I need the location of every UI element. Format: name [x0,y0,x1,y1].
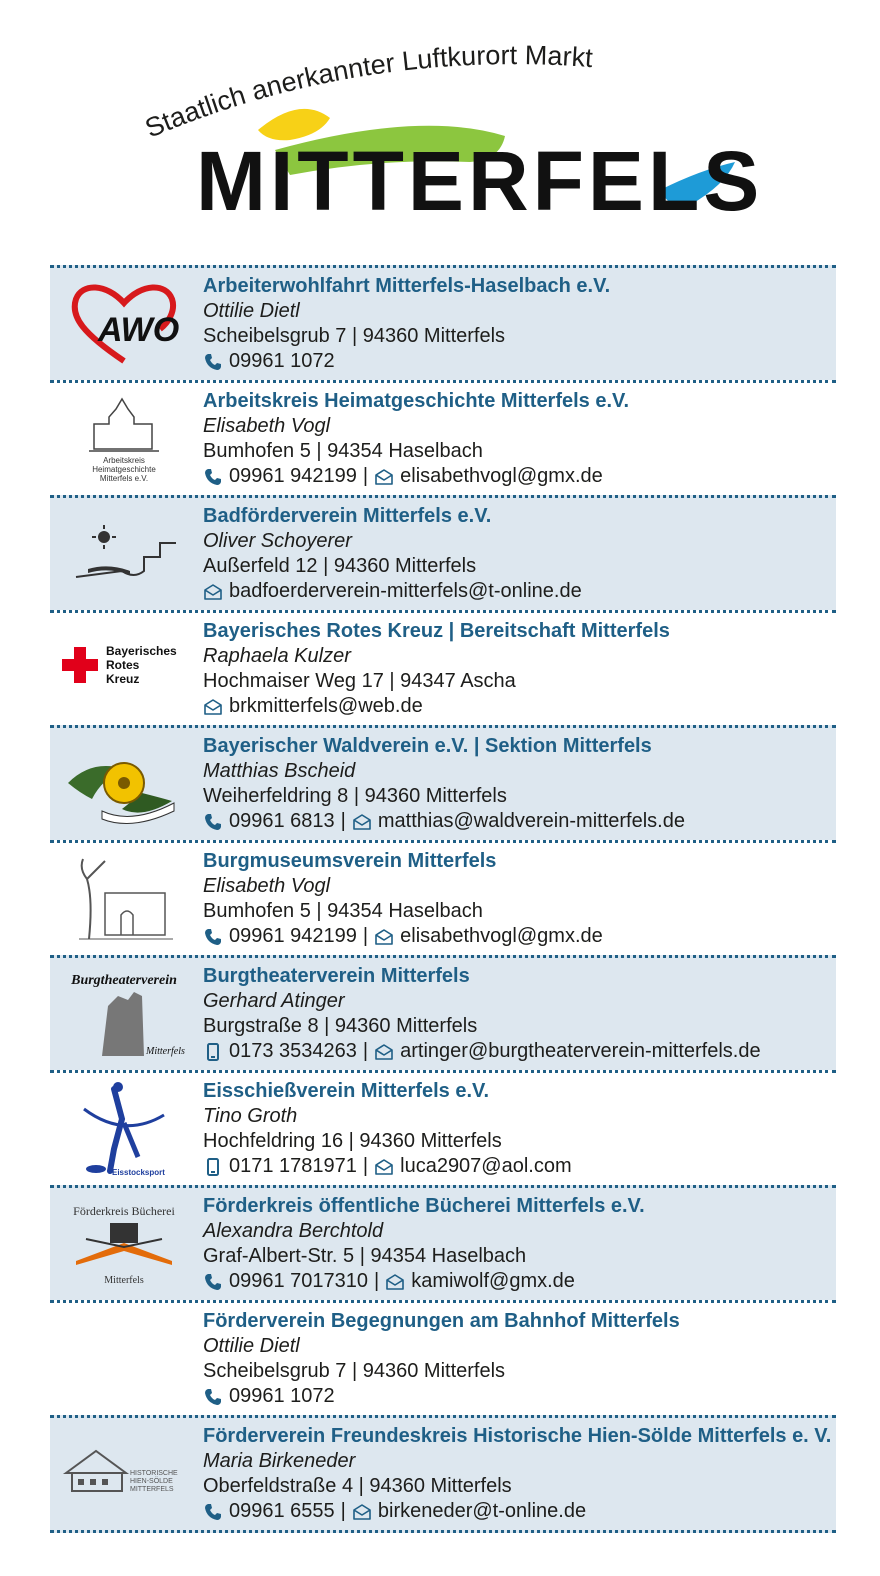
svg-text:Eisstocksport: Eisstocksport [112,1168,165,1177]
contact-line [203,1269,833,1294]
envelope-icon [374,1154,400,1179]
phone-number[interactable]: 09961 7017310 [229,1270,369,1292]
svg-text:HISTORISCHE: HISTORISCHE [130,1470,178,1477]
address: Oberfeldstraße 4 | 94360 Mitterfels [203,1475,512,1497]
svg-text:Bayerisches: Bayerisches [106,644,177,658]
association-name: Bayerischer Waldverein e.V. | Sektion Mitterfels [203,735,652,757]
association-name: Badförderverein Mitterfels e.V. [203,505,492,527]
phone-number[interactable]: 0173 3534263 [229,1040,357,1062]
phone-number[interactable]: 09961 1072 [229,1385,335,1407]
phone-icon [203,464,229,489]
contact-line [203,1384,833,1409]
entry-info [203,389,833,489]
email-link[interactable]: matthias@waldverein-mitterfels.de [377,810,685,832]
address: Bumhofen 5 | 94354 Haselbach [203,440,483,462]
list-item [50,1070,836,1185]
list-item [50,1415,836,1533]
list-item [50,725,836,840]
badfoerderverein-logo [58,504,190,604]
contact-person: Ottilie Dietl [203,1335,300,1357]
heimatgeschichte-logo [58,389,190,489]
association-name: Förderkreis öffentliche Bücherei Mitterfels e.V. [203,1195,645,1217]
envelope-icon [374,1039,400,1064]
list-item [50,610,836,725]
svg-text:Heimatgeschichte: Heimatgeschichte [92,465,156,474]
contact-person: Elisabeth Vogl [203,875,331,897]
envelope-icon [203,694,229,719]
address: Graf-Albert-Str. 5 | 94354 Haselbach [203,1245,527,1267]
list-item [50,1185,836,1300]
contact-line [203,1499,833,1524]
email-link[interactable]: luca2907@aol.com [400,1155,572,1177]
mobile-phone-icon [203,1154,229,1179]
header-tagline: Staatlich anerkannter Luftkurort Markt [140,40,594,144]
svg-text:Arbeitskreis: Arbeitskreis [103,456,145,465]
association-name: Eisschießverein Mitterfels e.V. [203,1080,490,1102]
association-name: Förderverein Begegnungen am Bahnhof Mitterfels [203,1310,680,1332]
contact-person: Tino Groth [203,1105,298,1127]
separator: | [362,465,369,487]
phone-icon [203,1384,229,1409]
brk-logo [58,619,190,719]
contact-person: Matthias Bscheid [203,760,356,782]
association-name: Burgtheaterverein Mitterfels [203,965,470,987]
contact-person: Gerhard Atinger [203,990,345,1012]
phone-number[interactable]: 09961 6555 [229,1500,335,1522]
email-link[interactable]: brkmitterfels@web.de [229,695,423,717]
email-link[interactable]: kamiwolf@gmx.de [411,1270,575,1292]
buecherei-logo [58,1194,190,1294]
address: Weiherfeldring 8 | 94360 Mitterfels [203,785,507,807]
awo-logo [58,274,190,374]
contact-line [203,349,833,374]
envelope-icon [374,924,400,949]
envelope-icon [385,1269,411,1294]
mitterfels-logo [0,0,880,262]
eisschiessverein-logo [58,1079,190,1179]
svg-text:Mitterfels: Mitterfels [146,1046,185,1057]
contact-person: Raphaela Kulzer [203,645,351,667]
logo-placeholder [58,1309,190,1409]
separator: | [374,1270,380,1292]
contact-person: Oliver Schoyerer [203,530,352,552]
entry-info [203,1424,833,1524]
address: Bumhofen 5 | 94354 Haselbach [203,900,483,922]
contact-person: Maria Birkeneder [203,1450,356,1472]
entry-info [203,504,833,604]
entry-info [203,734,833,834]
address: Scheibelsgrub 7 | 94360 Mitterfels [203,1360,506,1382]
contact-person: Ottilie Dietl [203,300,300,322]
envelope-icon [352,1499,378,1524]
contact-line [203,809,833,834]
contact-line [203,464,833,489]
svg-text:Mitterfels e.V.: Mitterfels e.V. [99,474,149,483]
separator: | [362,1040,369,1062]
association-name: Arbeitskreis Heimatgeschichte Mitterfels e.V. [203,390,630,412]
burgtheater-logo [58,964,190,1064]
phone-number[interactable]: 0171 1781971 [229,1155,357,1177]
address: Hochfeldring 16 | 94360 Mitterfels [203,1130,502,1152]
email-link[interactable]: elisabethvogl@gmx.de [400,925,603,947]
association-name: Förderverein Freundeskreis Historische Hien-Sölde Mitterfels e. V. [203,1425,832,1447]
association-list [50,265,836,1533]
contact-line [203,694,833,719]
svg-text:Kreuz: Kreuz [106,672,140,686]
separator: | [362,925,369,947]
list-item [50,1300,836,1415]
waldverein-logo [58,734,190,834]
address: Burgstraße 8 | 94360 Mitterfels [203,1015,478,1037]
entry-info [203,274,833,374]
svg-text:Rotes: Rotes [106,658,140,672]
entry-info [203,1194,833,1294]
svg-text:Mitterfels: Mitterfels [104,1275,144,1286]
phone-icon [203,1499,229,1524]
contact-line [203,1039,833,1064]
list-item [50,380,836,495]
envelope-icon [352,809,378,834]
entry-info [203,619,833,719]
mobile-phone-icon [203,1039,229,1064]
separator: | [340,1500,346,1522]
entry-info [203,1309,833,1409]
phone-number[interactable]: 09961 942199 [229,465,357,487]
svg-text:Förderkreis Bücherei: Förderkreis Bücherei [73,1204,175,1218]
contact-person: Alexandra Berchtold [203,1220,384,1242]
awo-logo-text: AWO [98,311,180,349]
list-item [50,495,836,610]
association-name: Burgmuseumsverein Mitterfels [203,850,497,872]
address: Scheibelsgrub 7 | 94360 Mitterfels [203,325,506,347]
contact-line [203,1154,833,1179]
list-item [50,265,836,380]
address: Außerfeld 12 | 94360 Mitterfels [203,555,477,577]
list-item [50,840,836,955]
list-item [50,955,836,1070]
phone-icon [203,349,229,374]
svg-text:Burgtheaterverein: Burgtheaterverein [71,973,177,988]
svg-text:MITTERFELS: MITTERFELS [130,1486,174,1493]
header-town: MITTERFELS [196,134,764,228]
separator: | [362,1155,369,1177]
burgmuseum-logo [58,849,190,949]
phone-icon [203,809,229,834]
entry-info [203,849,833,949]
phone-number[interactable]: 09961 942199 [229,925,357,947]
separator: | [340,810,346,832]
phone-number[interactable]: 09961 1072 [229,350,335,372]
association-name: Arbeiterwohlfahrt Mitterfels-Haselbach e.V. [203,275,611,297]
email-link[interactable]: birkeneder@t-online.de [377,1500,587,1522]
contact-line [203,924,833,949]
entry-info [203,1079,833,1179]
email-link[interactable]: elisabethvogl@gmx.de [400,465,603,487]
envelope-icon [203,579,229,604]
entry-info [203,964,833,1064]
email-link[interactable]: artinger@burgtheaterverein-mitterfels.de [400,1040,761,1062]
contact-line [203,579,833,604]
contact-person: Elisabeth Vogl [203,415,331,437]
phone-icon [203,1269,229,1294]
email-link[interactable]: badfoerderverein-mitterfels@t-online.de [229,580,582,602]
association-name: Bayerisches Rotes Kreuz | Bereitschaft Mitterfels [203,620,670,642]
svg-text:HIEN-SÖLDE: HIEN-SÖLDE [130,1478,173,1485]
phone-number[interactable]: 09961 6813 [229,810,335,832]
hien-soelde-logo [58,1424,190,1524]
address: Hochmaiser Weg 17 | 94347 Ascha [203,670,516,692]
envelope-icon [374,464,400,489]
page-header [0,0,880,262]
phone-icon [203,924,229,949]
